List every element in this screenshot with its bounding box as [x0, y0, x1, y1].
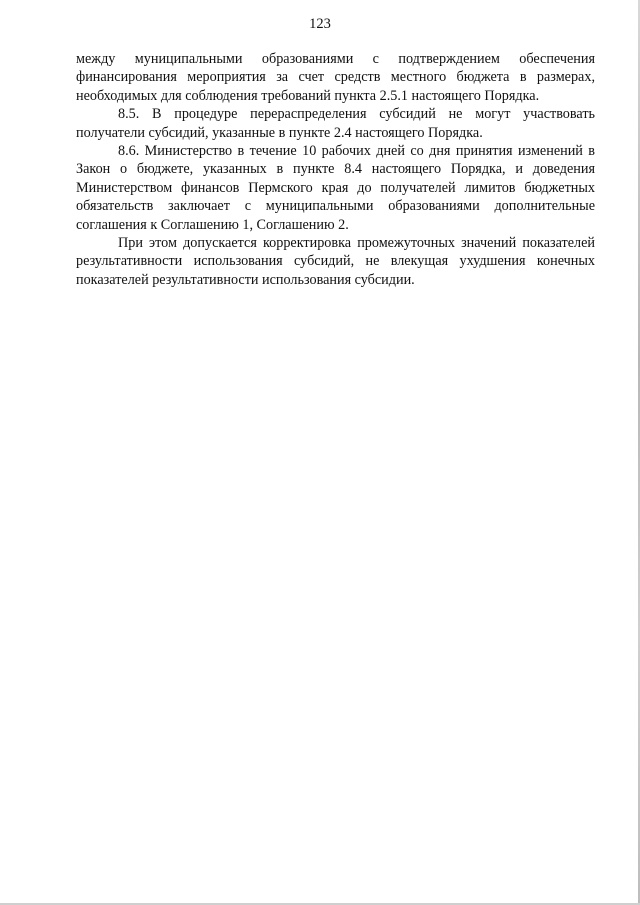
- paragraph-clause-8-6-note: При этом допускается корректировка промежуточных значений показателей результативности использования субсидий, не влекущая ухудшения конечных показателей результативности использования субсидии.: [76, 235, 595, 288]
- document-body: [76, 50, 595, 289]
- page-number: 123: [309, 16, 331, 32]
- paragraph-clause-8-6: 8.6. Министерство в течение 10 рабочих дней со дня принятия изменений в Закон о бюджете, указанных в пункте 8.4 настоящего Порядка, и доведения Министерством финансов Пермского края до получателей лимитов бюджетных обязательств заключает с муниципальными образованиями дополнительные соглашения к Соглашению 1, Соглашению 2.: [76, 143, 595, 233]
- paragraph-clause-8-5: 8.5. В процедуре перераспределения субсидий не могут участвовать получатели субсидий, указанные в пункте 2.4 настоящего Порядка.: [76, 106, 595, 141]
- paragraph-continuation: между муниципальными образованиями с подтверждением обеспечения финансирования мероприятия за счет средств местного бюджета в размерах, необходимых для соблюдения требований пункта 2.5.1 настоящего Порядка.: [76, 51, 595, 104]
